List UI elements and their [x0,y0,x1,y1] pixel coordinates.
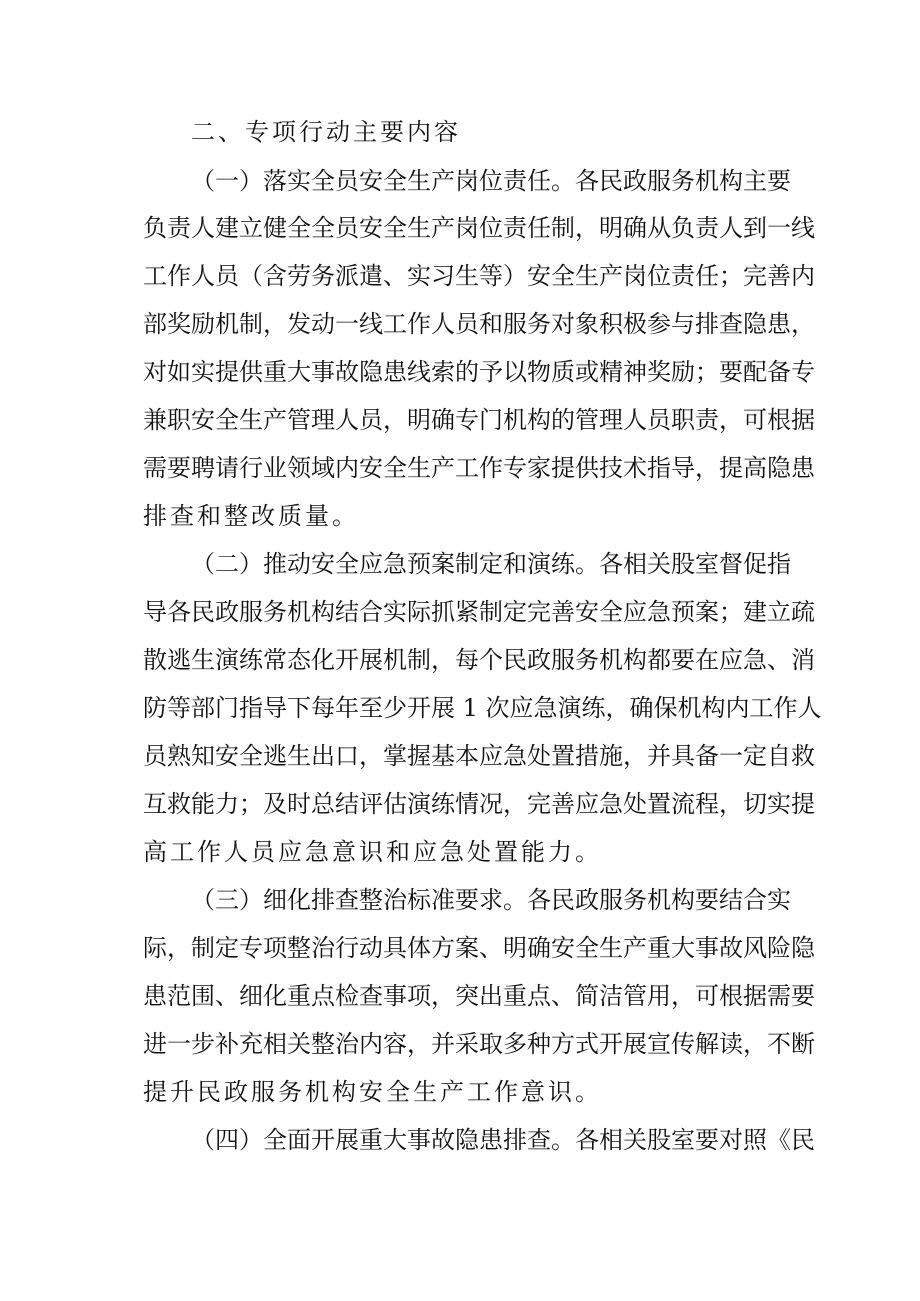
paragraph-line: （一）落实全员安全生产岗位责任。各民政服务机构主要 [191,167,791,195]
paragraph-line: 进一步补充相关整治内容，并采取多种方式开展宣传解读，不断 [143,1030,815,1058]
section-heading: 二、专项行动主要内容 [191,118,461,146]
paragraph-line: 散逃生演练常态化开展机制，每个民政服务机构都要在应急、消 [143,646,815,674]
paragraph-line: （三）细化排查整治标准要求。各民政服务机构要结合实 [191,886,791,914]
paragraph-line: 际，制定专项整治行动具体方案、明确安全生产重大事故风险隐 [143,934,815,962]
paragraph-line: 提升民政服务机构安全生产工作意识。 [143,1078,602,1106]
paragraph-line: 高工作人员应急意识和应急处置能力。 [143,838,602,866]
paragraph-line: 对如实提供重大事故隐患线索的予以物质或精神奖励；要配备专 [143,358,815,386]
paragraph-line: 排查和整改质量。 [143,502,359,530]
paragraph-line: 负责人建立健全全员安全生产岗位责任制，明确从负责人到一线 [143,214,815,242]
paragraph-line: 患范围、细化重点检查事项，突出重点、简洁管用，可根据需要 [143,982,815,1010]
paragraph-line: 导各民政服务机构结合实际抓紧制定完善安全应急预案；建立疏 [143,598,815,626]
paragraph-line: 需要聘请行业领域内安全生产工作专家提供技术指导，提高隐患 [143,454,815,482]
paragraph-line: 防等部门指导下每年至少开展 1 次应急演练，确保机构内工作人 [143,694,822,722]
paragraph-line: 兼职安全生产管理人员，明确专门机构的管理人员职责，可根据 [143,406,815,434]
paragraph-line: 部奖励机制，发动一线工作人员和服务对象积极参与排查隐患， [143,310,815,338]
paragraph-line: 员熟知安全逃生出口，掌握基本应急处置措施，并具备一定自救 [143,742,815,770]
paragraph-line: （二）推动安全应急预案制定和演练。各相关股室督促指 [191,550,791,578]
paragraph-line: （四）全面开展重大事故隐患排查。各相关股室要对照《民 [191,1126,815,1154]
paragraph-line: 工作人员（含劳务派遣、实习生等）安全生产岗位责任；完善内 [143,262,815,290]
paragraph-line: 互救能力；及时总结评估演练情况，完善应急处置流程，切实提 [143,790,815,818]
